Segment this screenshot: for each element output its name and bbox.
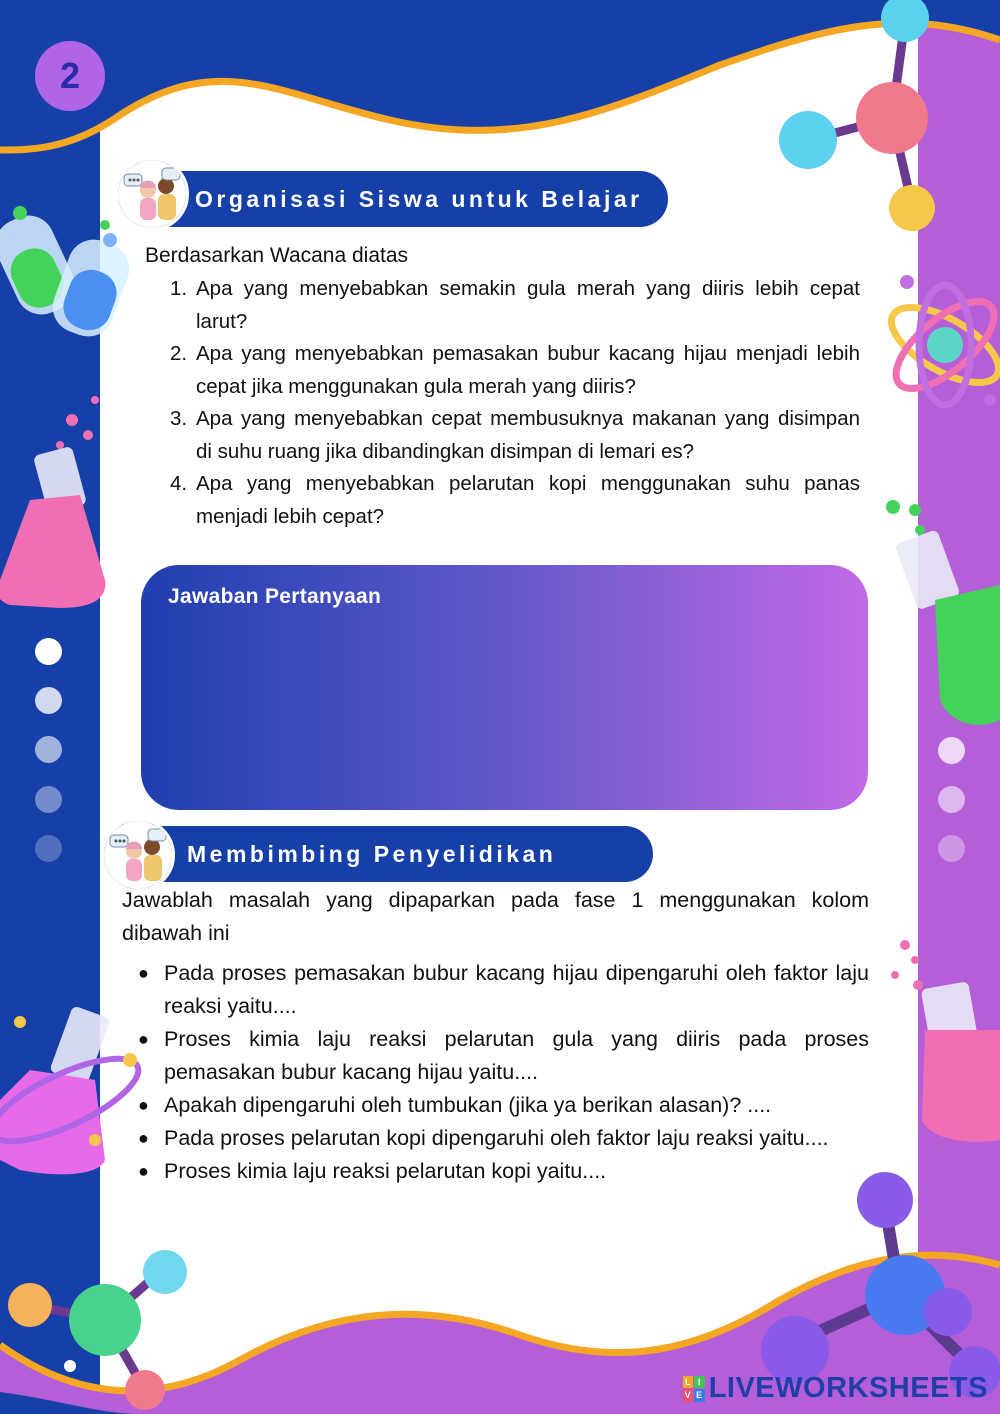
list-item: ● Pada proses pelarutan kopi dipengaruhi oleh faktor laju reaksi yaitu.... bbox=[138, 1126, 829, 1150]
list-item: ● Proses kimia laju reaksi pelarutan gula yang diiris pada proses pemasakan bubur kacang hijau yaitu.... bbox=[138, 1027, 869, 1084]
beaker-icon bbox=[0, 206, 137, 344]
question-item: 2. Apa yang menyebabkan pemasakan bubur kacang hijau menjadi lebih cepat jika menggunakan gula merah yang diiris? bbox=[170, 342, 860, 398]
list-item: ● Apakah dipengaruhi oleh tumbukan (jika ya berikan alasan)? .... bbox=[138, 1093, 772, 1117]
decorative-dot bbox=[938, 835, 965, 862]
atom-icon bbox=[880, 275, 1000, 406]
answer-box-title: Jawaban Pertanyaan bbox=[168, 585, 382, 608]
decorative-dot bbox=[938, 786, 965, 813]
instruction-paragraph: Jawablah masalah yang dipaparkan pada fase 1 menggunakan kolom dibawah ini bbox=[122, 888, 869, 945]
question-list bbox=[170, 273, 860, 533]
section-header-membimbing bbox=[130, 826, 653, 882]
section-header-organisasi bbox=[140, 171, 668, 227]
decorative-dot bbox=[35, 736, 62, 763]
decorative-dot bbox=[35, 687, 62, 714]
flask-icon bbox=[0, 1005, 148, 1174]
decorative-dot bbox=[35, 786, 62, 813]
question-item: 1. Apa yang menyebabkan semakin gula merah yang diiris lebih cepat larut? bbox=[170, 277, 860, 333]
flask-icon bbox=[0, 396, 105, 608]
bullet-list bbox=[138, 957, 869, 1188]
section-title: Organisasi Siswa untuk Belajar bbox=[195, 185, 643, 212]
decorative-dot bbox=[35, 638, 62, 665]
intro-text: Berdasarkan Wacana diatas bbox=[145, 244, 409, 267]
question-item: 3. Apa yang menyebabkan cepat membusuknya makanan yang disimpan di suhu ruang jika dibandingkan disimpan di lemari es? bbox=[170, 407, 860, 463]
section-title: Membimbing Penyelidikan bbox=[187, 840, 557, 867]
flask-icon bbox=[886, 500, 1000, 725]
flask-icon bbox=[891, 940, 1000, 1142]
question-item: 4. Apa yang menyebabkan pelarutan kopi menggunakan suhu panas menjadi lebih cepat? bbox=[170, 472, 860, 528]
students-icon bbox=[101, 818, 175, 892]
liveworksheets-logo-icon: L I V E bbox=[684, 1376, 703, 1400]
liveworksheets-watermark[interactable] bbox=[683, 1372, 988, 1405]
list-item: ● Proses kimia laju reaksi pelarutan kopi yaitu.... bbox=[138, 1159, 607, 1183]
list-item: ● Pada proses pemasakan bubur kacang hijau dipengaruhi oleh faktor laju reaksi yaitu.... bbox=[138, 961, 869, 1018]
decorative-dot bbox=[938, 737, 965, 764]
watermark-text: LIVEWORKSHEETS bbox=[708, 1372, 988, 1404]
students-icon bbox=[115, 157, 189, 231]
decorative-dot bbox=[35, 835, 62, 862]
page-number-badge: 2 bbox=[35, 41, 105, 111]
